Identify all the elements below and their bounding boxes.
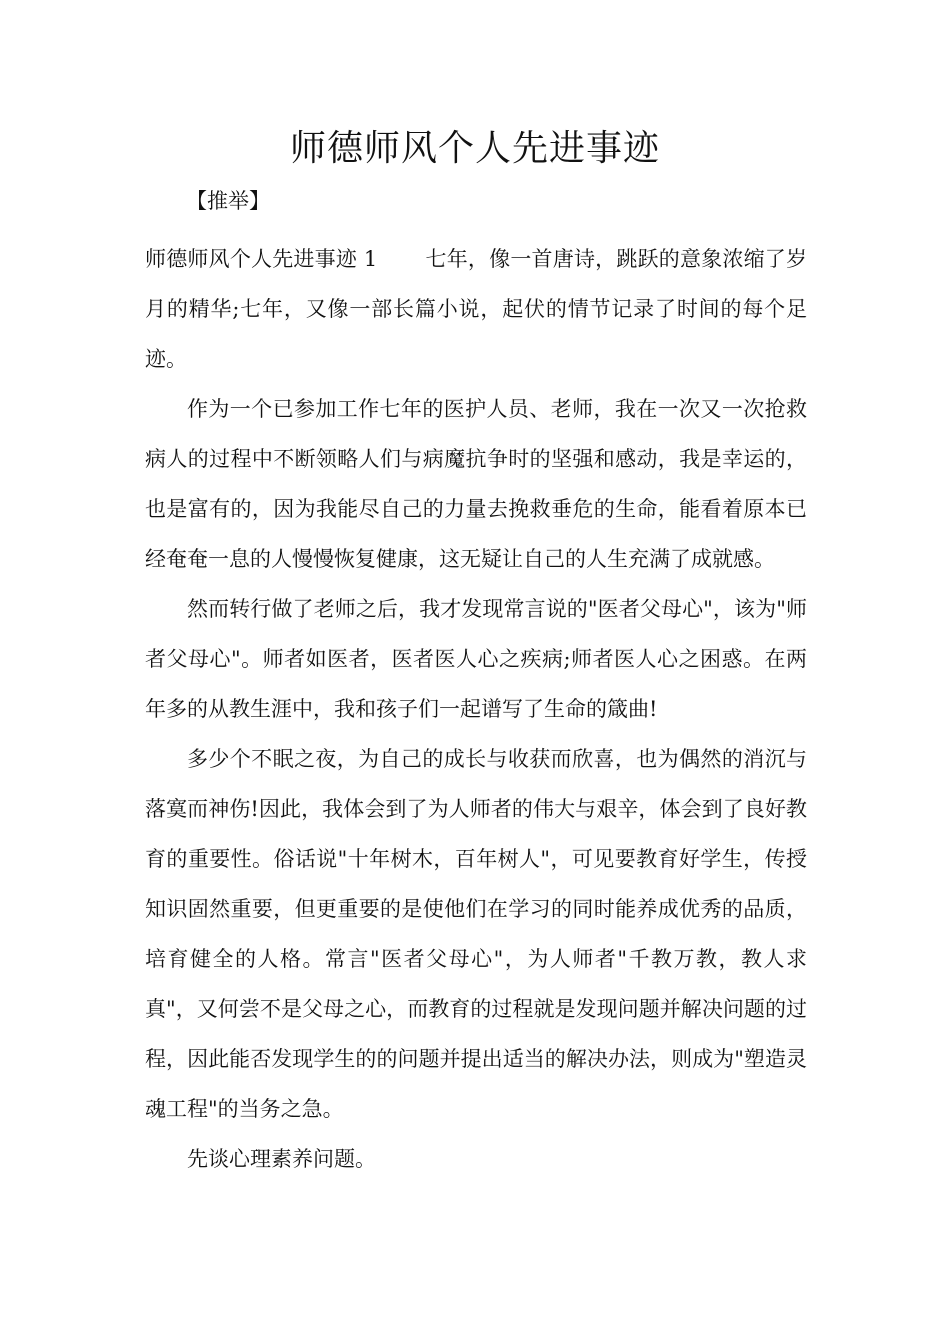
first-heading: 师德师风个人先进事迹 1 xyxy=(145,247,378,271)
paragraph-3: 然而转行做了老师之后，我才发现常言说的"医者父母心"，该为"师者父母心"。师者如医者，医者医人心之疾病;师者医人心之困惑。在两年多的从教生涯中，我和孩子们一起谱写了生命的箴曲! xyxy=(145,597,807,721)
paragraph-5: 先谈心理素养问题。 xyxy=(187,1147,376,1171)
paragraph-2: 作为一个已参加工作七年的医护人员、老师，我在一次又一次抢救病人的过程中不断领略人们与病魔抗争时的坚强和感动，我是幸运的，也是富有的，因为我能尽自己的力量去挽救垂危的生命，能看着原本已经奄奄一息的人慢慢恢复健康，这无疑让自己的人生充满了成就感。 xyxy=(145,397,807,571)
recommend-tag: 【推举】 xyxy=(186,189,270,213)
document-body xyxy=(145,234,807,1184)
paragraph-4: 多少个不眠之夜，为自己的成长与收获而欣喜，也为偶然的消沉与落寞而神伤!因此，我体会到了为人师者的伟大与艰辛，体会到了良好教育的重要性。俗话说"十年树木，百年树人"，可见要教育好学生，传授知识固然重要，但更重要的是使他们在学习的同时能养成优秀的品质，培育健全的人格。常言"医者父母心"，为人师者"千教万教，教人求真"，又何尝不是父母之心，而教育的过程就是发现问题并解决问题的过程，因此能否发现学生的的问题并提出适当的解决办法，则成为"塑造灵魂工程"的当务之急。 xyxy=(145,747,807,1121)
document-title: 师德师风个人先进事迹 xyxy=(289,128,660,169)
paragraph-1-text: 七年，像一首唐诗，跳跃的意象浓缩了岁月的精华;七年，又像一部长篇小说，起伏的情节记录了时间的每个足迹。 xyxy=(145,247,807,371)
paragraph-1 xyxy=(145,234,807,384)
